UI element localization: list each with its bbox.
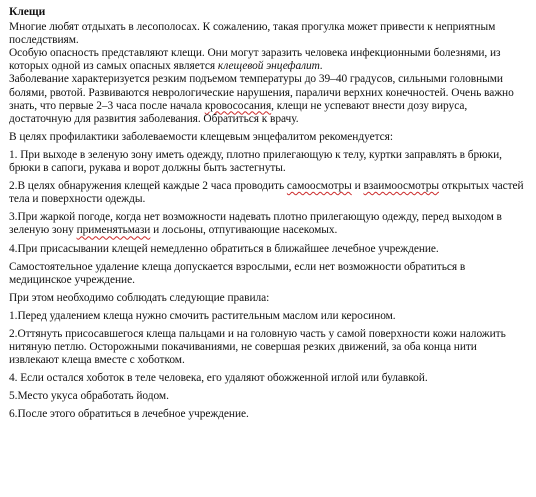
- prevention-2-middle: и: [351, 180, 364, 193]
- rule-item-1: 1.Перед удалением клеща нужно смочить растительным маслом или керосином.: [9, 309, 396, 322]
- document-title: Клещи: [9, 5, 46, 18]
- prevention-item-1: 1. При выходе в зеленую зону иметь одежду, плотно прилегающую к телу, куртки заправлять в брюки, брюки в сапоги, рукава и ворот должны быть застегнуты.: [9, 148, 502, 175]
- prevention-item-2: [9, 180, 528, 206]
- prevention-3-tail: и лосьоны, отпугивающие насекомых.: [150, 224, 338, 237]
- intro-paragraph-2: [9, 47, 528, 73]
- prevention-intro: В целях профилактики заболеваемости клещевым энцефалитом рекомендуется:: [9, 130, 393, 143]
- intro-2-italic-term: клещевой энцефалит.: [217, 60, 323, 73]
- spellcheck-underlined-word: кровососания: [204, 99, 272, 112]
- rule-item-6: 6.После этого обратиться в лечебное учреждение.: [9, 408, 249, 421]
- rule-item-4: 4. Если остался хоботок в теле человека, его удаляют обожженной иглой или булавкой.: [9, 372, 428, 385]
- prevention-2-text: 2.В целях обнаружения клещей каждые 2 часа проводить: [9, 180, 287, 193]
- prevention-item-4: 4.При присасывании клещей немедленно обратиться в ближайшее лечебное учреждение.: [9, 242, 439, 255]
- prevention-item-3: [9, 211, 528, 237]
- spellcheck-underlined-word: взаимоосмотры: [363, 180, 439, 193]
- intro-paragraph-1: Многие любят отдыхать в лесополосах. К сожалению, такая прогулка может привести к неприятным последствиям.: [9, 21, 496, 47]
- prevention-3-text: 3.При жаркой погоде, когда нет возможности надевать плотно прилегающую одежду, перед выходом в зеленую зону: [9, 211, 502, 237]
- intro-2-text: Особую опасность представляют клещи. Они могут заразить человека инфекционными болезнями, из которых одной из самых опасных является: [9, 47, 501, 73]
- spellcheck-underlined-word: применятьмази: [76, 224, 151, 237]
- spellcheck-underlined-word: самоосмотры: [286, 180, 352, 193]
- intro-paragraph-3: [9, 73, 528, 125]
- rule-item-5: 5.Место укуса обработать йодом.: [9, 390, 169, 403]
- intro-3-tail: , клещи не успевают внести дозу вируса, достаточную для развития заболевания. Обратиться к врачу.: [9, 99, 468, 125]
- prevention-2-tail: открытых частей тела и поверхности одежды.: [9, 180, 524, 206]
- intro-3-text: Заболевание характеризуется резким подъемом температуры до 39–40 градусов, сильными головными болями, рвотой. Развиваются неврологические нарушения, параличи верхних конечностей. Очень важно знать, что первые 2–3 часа после начала: [9, 73, 514, 112]
- self-removal-paragraph: Самостоятельное удаление клеща допускается взрослыми, если нет возможности обратиться в медицинское учреждение.: [9, 260, 466, 286]
- rule-item-2: 2.Оттянуть присосавшегося клеща пальцами и на головную часть у самой поверхности кожи наложить нитяную петлю. Осторожными покачиваниями, не совершая резких движений, за оба конца нити извлекают клеща вместе с хоботком.: [9, 327, 506, 367]
- rules-intro: При этом необходимо соблюдать следующие правила:: [9, 291, 270, 304]
